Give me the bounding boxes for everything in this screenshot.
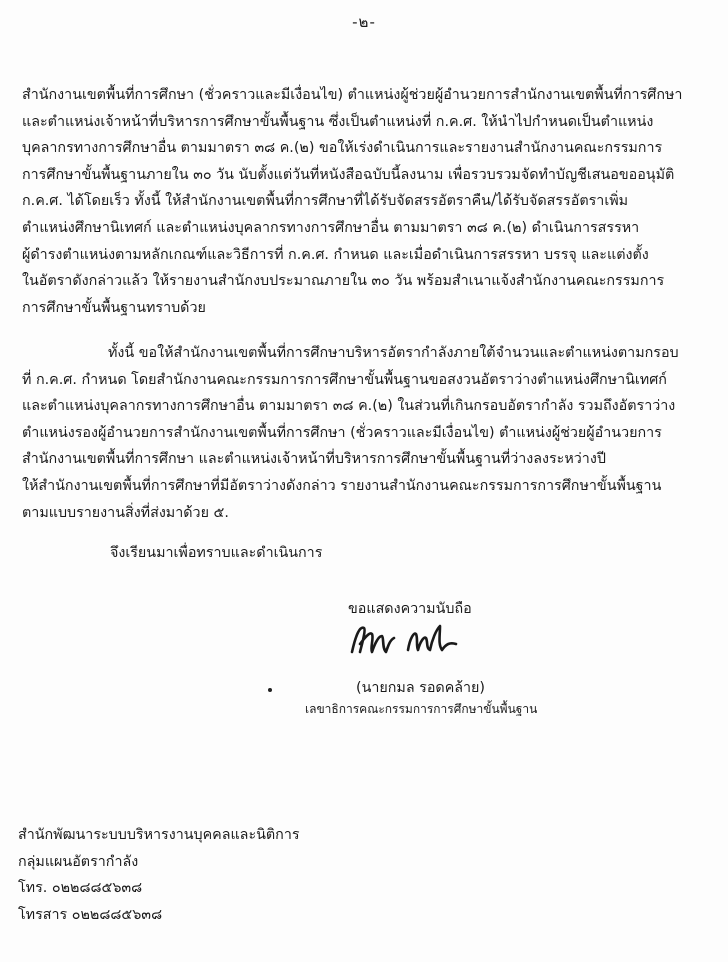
- paragraph-line: สำนักงานเขตพื้นที่การศึกษา และตำแหน่งเจ้าหน้าที่บริหารการศึกษาขั้นพื้นฐานที่ว่างลงระหว่างปี: [22, 451, 606, 468]
- regards-phrase: ขอแสดงความนับถือ: [348, 601, 472, 617]
- signer-name: (นายกมล รอดคล้าย): [356, 680, 486, 696]
- paragraph-line: การศึกษาขั้นพื้นฐานทราบด้วย: [22, 299, 206, 316]
- paragraph-line: ผู้ดำรงตำแหน่งตามหลักเกณฑ์และวิธีการที่ ก.ค.ศ. กำหนด และเมื่อดำเนินการสรรหา บรรจุ และแต่งตั้ง: [22, 246, 649, 263]
- footer-phone: โทร. ๐๒๒๘๘๕๖๓๘: [18, 880, 143, 896]
- closing-phrase: จึงเรียนมาเพื่อทราบและดำเนินการ: [110, 545, 323, 561]
- paragraph-line: ตำแหน่งศึกษานิเทศก์ และตำแหน่งบุคลากรทางการศึกษาอื่น ตามมาตรา ๓๘ ค.(๒) ดำเนินการสรรหา: [22, 219, 640, 236]
- paragraph-line: ให้สำนักงานเขตพื้นที่การศึกษาที่มีอัตราว่างดังกล่าว รายงานสำนักงานคณะกรรมการการศึกษาขั้นพื้นฐาน: [22, 477, 662, 494]
- paragraph-line: ก.ค.ศ. ได้โดยเร็ว ทั้งนี้ ให้สำนักงานเขตพื้นที่การศึกษาที่ได้รับจัดสรรอัตราคืน/ได้รับจัดสรรอัตราเพิ่ม: [22, 193, 629, 210]
- paragraph-line: ที่ ก.ค.ศ. กำหนด โดยสำนักงานคณะกรรมการการศึกษาขั้นพื้นฐานขอสงวนอัตราว่างตำแหน่งศึกษานิเทศก์: [22, 371, 667, 388]
- paragraph-line: และตำแหน่งเจ้าหน้าที่บริหารการศึกษาขั้นพื้นฐาน ซึ่งเป็นตำแหน่งที่ ก.ค.ศ. ให้นำไปกำหนดเป็นตำแหน่ง: [22, 113, 654, 130]
- paragraph-line: ตามแบบรายงานสิ่งที่ส่งมาด้วย ๕.: [22, 504, 229, 521]
- paragraph-line: ตำแหน่งรองผู้อำนวยการสำนักงานเขตพื้นที่การศึกษา (ชั่วคราวและมีเงื่อนไข) ตำแหน่งผู้ช่วยผู้อำนวยการ: [22, 424, 662, 441]
- paragraph-2: [22, 340, 712, 526]
- paragraph-line: สำนักงานเขตพื้นที่การศึกษา (ชั่วคราวและมีเงื่อนไข) ตำแหน่งผู้ช่วยผู้อำนวยการสำนักงานเขตพื้นที่การศึกษา: [22, 87, 683, 103]
- paragraph-line: และตำแหน่งบุคลากรทางการศึกษาอื่น ตามมาตรา ๓๘ ค.(๒) ในส่วนที่เกินกรอบอัตรากำลัง รวมถึงอัตราว่าง: [22, 398, 676, 415]
- paragraph-1: [22, 82, 712, 321]
- paragraph-line: การศึกษาขั้นพื้นฐานภายใน ๓๐ วัน นับตั้งแต่วันที่หนังสือฉบับนี้ลงนาม เพื่อรวบรวมจัดทำบัญชีเสนอขออนุมัติ: [22, 166, 675, 183]
- page-number: -๒-: [352, 13, 376, 31]
- handwritten-signature: [346, 614, 476, 664]
- paragraph-line: ทั้งนี้ ขอให้สำนักงานเขตพื้นที่การศึกษาบริหารอัตรากำลังภายใต้จำนวนและตำแหน่งตามกรอบ: [108, 345, 679, 361]
- paragraph-line: ในอัตราดังกล่าวแล้ว ให้รายงานสำนักงบประมาณภายใน ๓๐ วัน พร้อมสำเนาแจ้งสำนักงานคณะกรรมการ: [22, 273, 665, 290]
- footer-group: กลุ่มแผนอัตรากำลัง: [18, 853, 139, 870]
- ink-dot: [268, 688, 272, 692]
- signer-title: เลขาธิการคณะกรรมการการศึกษาขั้นพื้นฐาน: [305, 702, 538, 716]
- paragraph-line: บุคลากรทางการศึกษาอื่น ตามมาตรา ๓๘ ค.(๒) ขอให้เร่งดำเนินการและรายงานสำนักงานคณะกรรมการ: [22, 140, 663, 157]
- footer-fax: โทรสาร ๐๒๒๘๘๕๖๓๘: [18, 906, 163, 923]
- footer-department: สำนักพัฒนาระบบบริหารงานบุคคลและนิติการ: [18, 827, 300, 843]
- footer-contact: [18, 822, 300, 928]
